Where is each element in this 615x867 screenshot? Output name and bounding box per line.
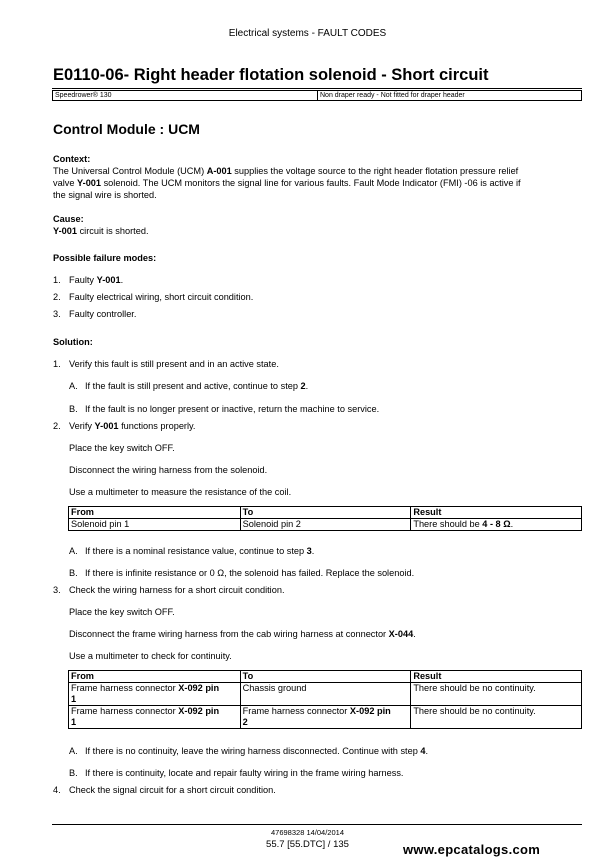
substep-label: A. [69,746,78,756]
substep-text: If there is no continuity, leave the wiring harness disconnected. Continue with step 4. [85,746,429,756]
applicability-divider [317,91,318,100]
instruction-text: Use a multimeter to check for continuity. [69,651,232,661]
failure-item-text: Faulty Y-001. [69,275,124,285]
column-header-from: From [69,507,241,519]
column-header-result: Result [411,671,582,683]
model-label: Speedrower® 130 [55,92,112,99]
column-header-from: From [69,671,241,683]
failure-heading: Possible failure modes: [53,253,157,263]
instruction-text: Place the key switch OFF. [69,443,175,453]
substep-text: If the fault is no longer present or inactive, return the machine to service. [85,404,380,414]
column-header-to: To [240,671,411,683]
substep-text: If the fault is still present and active, continue to step 2. [85,381,309,391]
substep-label: A. [69,546,78,556]
instruction-text: Disconnect the frame wiring harness from the cab wiring harness at connector X-044. [69,629,416,639]
resistance-table [68,506,582,531]
substep-text: If there is continuity, locate and repair faulty wiring in the frame wiring harness. [85,768,404,778]
page-number: 55.7 [55.DTC] / 135 [266,839,349,850]
step-text: Verify Y-001 functions properly. [69,421,196,431]
table-row [69,706,582,729]
cause-heading: Cause: [53,214,84,224]
step-number: 2. [53,421,61,431]
title-rule [52,88,582,89]
module-heading: Control Module : UCM [53,121,200,137]
cause-text: Y-001 circuit is shorted. [53,226,149,236]
cell-result: There should be 4 - 8 Ω. [411,519,582,531]
cell-from: Frame harness connector X-092 pin 1 [69,683,241,706]
substep-label: B. [69,568,78,578]
substep-text: If there is infinite resistance or 0 Ω, the solenoid has failed. Replace the solenoid. [85,568,415,578]
cell-result: There should be no continuity. [411,683,582,706]
continuity-table [68,670,582,729]
table-row [69,519,582,531]
cell-from: Frame harness connector X-092 pin 1 [69,706,241,729]
column-header-result: Result [411,507,582,519]
step-number: 1. [53,359,61,369]
solenoid-code: Y-001 [77,178,102,188]
cell-from: Solenoid pin 1 [69,519,241,531]
document-number: 47698328 14/04/2014 [271,828,344,837]
cause-section [53,213,149,237]
cell-to: Chassis ground [240,683,411,706]
substep-label: A. [69,381,78,391]
page-title: E0110-06- Right header flotation solenoid - Short circuit [53,66,489,84]
context-line-3: the signal wire is shorted. [53,190,157,200]
table-header-row [69,671,582,683]
module-code: A-001 [206,166,232,176]
step-number: 3. [53,585,61,595]
table-row [69,683,582,706]
substep-label: B. [69,768,78,778]
running-header: Electrical systems - FAULT CODES [228,28,387,39]
failure-item: 3. [53,309,61,319]
instruction-text: Disconnect the wiring harness from the solenoid. [69,465,268,475]
instruction-text: Place the key switch OFF. [69,607,175,617]
substep-label: B. [69,404,78,414]
solution-heading: Solution: [53,337,93,347]
substep-text: If there is a nominal resistance value, continue to step 3. [85,546,315,556]
instruction-text: Use a multimeter to measure the resistance of the coil. [69,487,292,497]
context-heading: Context: [53,154,91,164]
cell-to: Frame harness connector X-092 pin 2 [240,706,411,729]
failure-item-text: Faulty electrical wiring, short circuit condition. [69,292,254,302]
step-text: Check the signal circuit for a short circuit condition. [69,785,276,795]
failure-item: 1. [53,275,61,285]
step-number: 4. [53,785,61,795]
cell-result: There should be no continuity. [411,706,582,729]
table-header-row [69,507,582,519]
column-header-to: To [240,507,411,519]
failure-item: 2. [53,292,61,302]
watermark: www.epcatalogs.com [403,842,541,857]
footer-rule [52,824,582,825]
context-line-1: The Universal Control Module (UCM) A-001 supplies the voltage source to the right header flotation pressure relief [53,166,519,176]
applicability-box [52,90,582,101]
cell-to: Solenoid pin 2 [240,519,411,531]
context-section [53,153,583,201]
step-text: Check the wiring harness for a short circuit condition. [69,585,285,595]
applicability-label: Non draper ready - Not fitted for draper header [320,92,465,99]
failure-item-text: Faulty controller. [69,309,137,319]
context-line-2: valve Y-001 solenoid. The UCM monitors the signal line for various faults. Fault Mode Indicator (FMI) -06 is active if [53,178,521,188]
step-text: Verify this fault is still present and in an active state. [69,359,279,369]
